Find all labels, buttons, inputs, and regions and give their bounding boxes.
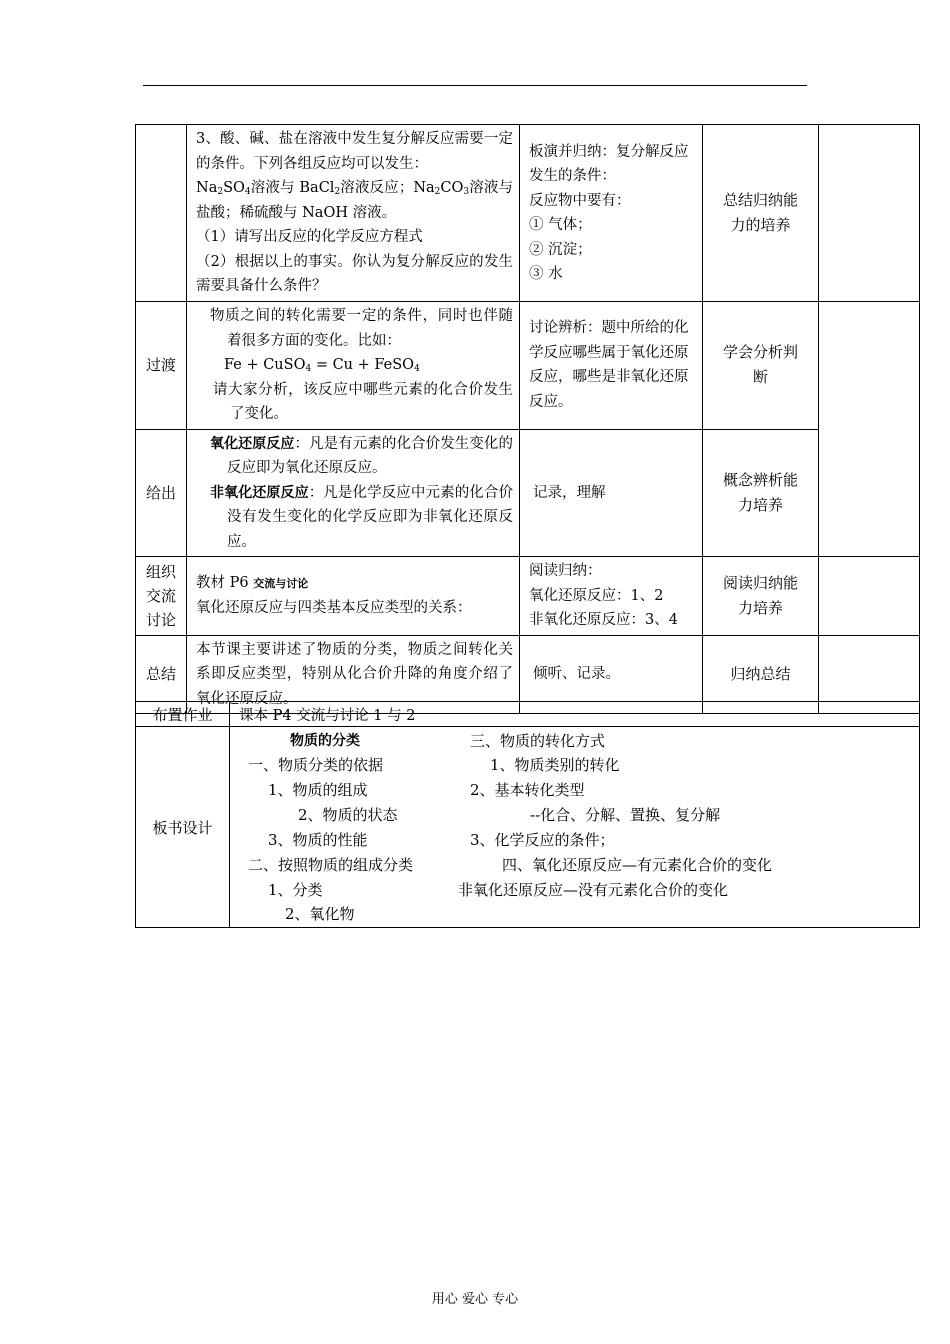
empty-cell [819, 557, 920, 636]
student-activity-cell: 阅读归纳： 氧化还原反应：1、2 非氧化还原反应：3、4 [520, 557, 703, 636]
content-cell: 本节课主要讲述了物质的分类，物质之间转化关系即反应类型，特别从化合价升降的角度介绍了氧化还原反应。 [187, 635, 520, 714]
homework-label: 布置作业 [136, 702, 230, 727]
table-row [136, 125, 920, 302]
student-activity-cell: 讨论辨析：题中所给的化学反应哪些属于氧化还原反应，哪些是非氧化还原反应。 [520, 302, 703, 430]
table-row [136, 727, 920, 928]
board-content: 物质的分类 一、物质分类的依据 1、物质的组成 2、物质的状态 3、物质的性能 二、按照物质的组成分类 1、分类 2、氧化物 三、物质的转化方式 1、物质类别的转化 2、基本转化类型 --化合、分解、置换、复分解 3、化学反应的条件； 四、氧化还原反应—有元素化合价的变化 非氧化还原反应—没有元素化合价的变化 [230, 727, 920, 928]
board-title: 物质的分类 [290, 733, 360, 749]
content-cell: 教材 P6 交流与讨论 氧化还原反应与四类基本反应类型的关系： [187, 557, 520, 636]
page-footer: 用心 爱心 专心 [431, 1292, 519, 1307]
homework-text: 课本 P4 交流与讨论 1 与 2 [230, 702, 920, 727]
discussion-label: 交流与讨论 [253, 576, 309, 590]
intent-cell: 概念辨析能力培养 [703, 429, 819, 557]
intent-cell: 学会分析判断 [703, 302, 819, 430]
nonredox-term: 非氧化还原反应 [210, 484, 309, 501]
stage-cell: 总结 [136, 635, 187, 714]
table-row [136, 557, 920, 636]
lesson-plan-table [135, 124, 920, 714]
intent-cell: 总结归纳能力的培养 [703, 125, 819, 302]
empty-cell [819, 125, 920, 302]
empty-cell [819, 302, 920, 557]
equation: Fe + CuSO$_4$ = Cu + FeSO$_4$ [224, 357, 420, 374]
content-cell: 3、酸、碱、盐在溶液中发生复分解反应需要一定的条件。下列各组反应均可以发生： $Na_2SO_4$溶液与 BaCl$_2$溶液反应；$Na_2CO_3$溶液与盐酸；稀硫酸与 NaOH 溶液。 （1）请写出反应的化学反应方程式 （2）根据以上的事实。你认为复分解反应的发生需要具备什么条件？ [187, 125, 520, 302]
table-row [136, 429, 920, 557]
stage-cell: 过渡 [136, 302, 187, 430]
stage-cell: 给出 [136, 429, 187, 557]
content-cell: 物质之间的转化需要一定的条件，同时也伴随着很多方面的变化。比如： Fe + CuSO$_4$ = Cu + FeSO$_4$ 请大家分析，该反应中哪些元素的化合价发生了变化。 [187, 302, 520, 430]
student-activity-cell: 记录，理解 [520, 429, 703, 557]
reaction-list: $Na_2SO_4$溶液与 BaCl$_2$溶液反应；$Na_2CO_3$溶液与盐酸；稀硫酸与 NaOH 溶液。 [196, 180, 513, 221]
intent-cell: 阅读归纳能力培养 [703, 557, 819, 636]
intent-cell: 归纳总结 [703, 635, 819, 714]
header-rule [143, 85, 807, 86]
board-label: 板书设计 [136, 727, 230, 928]
student-activity-cell: 板演并归纳：复分解反应发生的条件： 反应物中要有： ① 气体； ② 沉淀； ③ 水 [520, 125, 703, 302]
stage-cell: 组织交流讨论 [136, 557, 187, 636]
stage-cell [136, 125, 187, 302]
table-row [136, 702, 920, 727]
homework-table [135, 701, 920, 727]
redox-term: 氧化还原反应 [210, 435, 295, 452]
student-activity-cell: 倾听、记录。 [520, 635, 703, 714]
table-row [136, 302, 920, 430]
content-cell: 氧化还原反应：凡是有元素的化合价发生变化的反应即为氧化还原反应。 非氧化还原反应：凡是化学反应中元素的化合价没有发生变化的化学反应即为非氧化还原反应。 [187, 429, 520, 557]
board-design-table [135, 726, 920, 928]
